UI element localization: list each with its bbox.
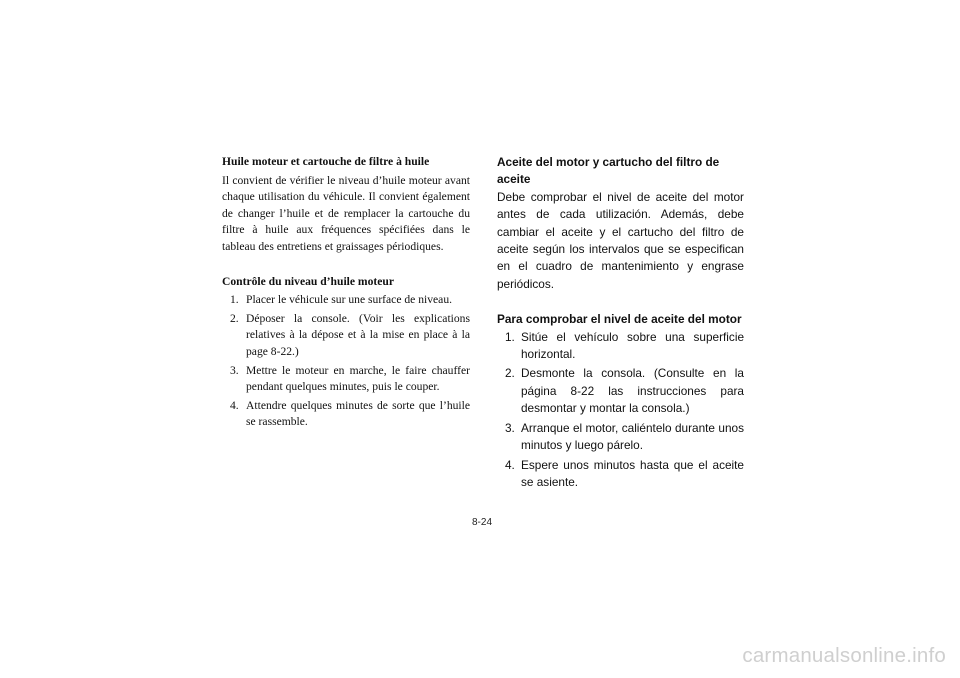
spanish-column: [497, 154, 744, 493]
spanish-section-title: Aceite del motor y cartucho del filtro de aceite: [497, 155, 720, 187]
french-section-title: Huile moteur et cartouche de filtre à huile: [222, 155, 430, 168]
step-text: Mettre le moteur en marche, le faire chauffer pendant quelques minutes, puis le couper.: [246, 363, 470, 394]
list-item: [497, 457, 744, 492]
spanish-procedure-title: Para comprobar el nivel de aceite del motor: [497, 312, 742, 327]
french-column: [222, 154, 470, 433]
page-number: 8-24: [472, 517, 493, 528]
step-text: Arranque el motor, caliéntelo durante unos minutos y luego párelo.: [521, 420, 744, 453]
step-number: 3.: [230, 363, 239, 377]
list-item: [222, 363, 470, 396]
step-text: Placer le véhicule sur une surface de niveau.: [246, 293, 453, 307]
french-steps-list: [222, 292, 470, 431]
spanish-intro-paragraph: Debe comprobar el nivel de aceite del motor antes de cada utilización. Además, debe cambiar el aceite y el cartucho del filtro de aceite según los intervalos que se especifican en el cuadro de mantenimiento y engrase periódicos.: [497, 189, 744, 291]
step-text: Déposer la console. (Voir les explications relatives à la dépose et à la mise en place à la page 8-22.): [246, 311, 470, 358]
list-item: [222, 398, 470, 431]
step-number: 2.: [505, 366, 515, 381]
step-number: 1.: [505, 329, 515, 344]
step-number: 4.: [505, 457, 515, 472]
list-item: [222, 292, 470, 309]
list-item: [497, 365, 744, 417]
french-intro-paragraph: Il convient de vérifier le niveau d’huile moteur avant chaque utilisation du véhicule. Il convient également de changer l’huile et de remplacer la cartouche du filtre à huile aux fréquences spécifiées dans le tableau des entretiens et graissages périodiques.: [222, 173, 470, 253]
french-procedure-title: Contrôle du niveau d’huile moteur: [222, 274, 394, 288]
spanish-steps-list: [497, 329, 744, 492]
step-number: 3.: [505, 420, 515, 435]
step-number: 1.: [230, 293, 239, 307]
step-number: 4.: [230, 398, 239, 412]
list-item: [497, 420, 744, 455]
step-text: Desmonte la consola. (Consulte en la página 8-22 las instrucciones para desmontar y montar la consola.): [521, 366, 744, 416]
step-text: Attendre quelques minutes de sorte que l’huile se rassemble.: [246, 398, 470, 429]
step-text: Sitúe el vehículo sobre una superficie horizontal.: [521, 329, 744, 362]
list-item: [222, 311, 470, 361]
watermark: carmanualsonline.info: [742, 644, 946, 667]
step-text: Espere unos minutos hasta que el aceite se asiente.: [521, 457, 744, 489]
list-item: [497, 329, 744, 364]
step-number: 2.: [230, 311, 239, 325]
